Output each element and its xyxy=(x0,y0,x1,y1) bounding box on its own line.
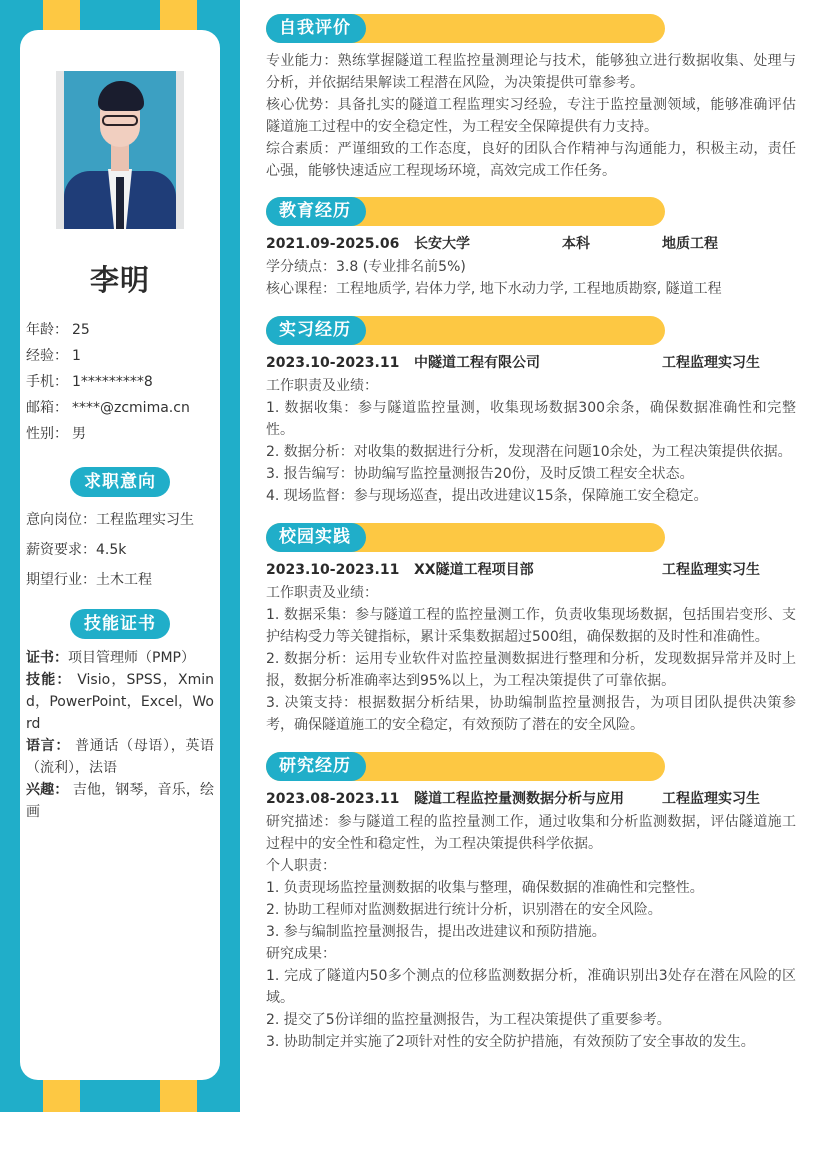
section-header-bar xyxy=(266,752,665,781)
skill-label: 技能： xyxy=(26,672,72,688)
profile-photo xyxy=(56,71,184,229)
research-line: 2. 提交了5份详细的监控量测报告，为工程决策提供了重要参考。 xyxy=(266,1012,671,1028)
entry-role: 工程监理实习生 xyxy=(662,562,760,578)
entry-org: XX隧道工程项目部 xyxy=(414,562,534,578)
entry-role: 工程监理实习生 xyxy=(662,355,760,371)
basic-info xyxy=(26,320,216,450)
decor-stripe xyxy=(43,1080,80,1112)
skill-label: 语言： xyxy=(26,738,70,754)
campus-line: 3. 决策支持：根据数据分析结果，协助编制监控量测报告，为项目团队提供决策参考，确保隧道施工的安全稳定，有效预防了潜在的安全风险。 xyxy=(266,695,796,733)
campus-entry-header xyxy=(266,559,796,581)
skill-value: Visio，SPSS，Xmind，PowerPoint，Excel，Word xyxy=(26,672,215,732)
internship-line: 4. 现场监督：参与现场巡查，提出改进建议15条，保障施工安全稳定。 xyxy=(266,488,708,504)
info-value: 1 xyxy=(72,348,81,364)
education-line: 学分绩点：3.8 (专业排名前5%) xyxy=(266,259,466,275)
self-eval-paragraph: 综合素质：严谨细致的工作态度，良好的团队合作精神与沟通能力，积极主动，责任心强，能够快速适应工程现场环境，高效完成工作任务。 xyxy=(266,141,796,179)
info-value: 男 xyxy=(72,426,86,442)
self-eval-paragraph: 专业能力：熟练掌握隧道工程监控量测理论与技术，能够独立进行数据收集、处理与分析，并依据结果解读工程潜在风险，为决策提供可靠参考。 xyxy=(266,53,796,91)
research-line: 研究成果： xyxy=(266,946,336,962)
entry-major: 地质工程 xyxy=(662,236,718,252)
info-label: 经验： xyxy=(26,348,68,364)
info-phone xyxy=(26,372,216,398)
info-label: 邮箱： xyxy=(26,400,68,416)
entry-date: 2023.08-2023.11 xyxy=(266,791,400,807)
info-age xyxy=(26,320,216,346)
campus-line: 2. 数据分析：运用专业软件对监控量测数据进行整理和分析，发现数据异常并及时上报，数据分析准确率达到95%以上，为工程决策提供了可靠依据。 xyxy=(266,651,796,689)
info-label: 年龄： xyxy=(26,322,68,338)
info-experience xyxy=(26,346,216,372)
section-title: 自我评价 xyxy=(266,14,366,43)
section-education xyxy=(266,197,796,300)
info-gender xyxy=(26,424,216,450)
section-header-bar xyxy=(266,316,665,345)
section-title: 实习经历 xyxy=(266,316,366,345)
skills-list xyxy=(26,647,214,823)
research-line: 2. 协助工程师对监测数据进行统计分析，识别潜在的安全风险。 xyxy=(266,902,662,918)
info-label: 手机： xyxy=(26,374,68,390)
profile-card xyxy=(20,30,220,1080)
skill-language xyxy=(26,735,214,779)
skill-software xyxy=(26,669,214,735)
skill-label: 证书： xyxy=(26,650,68,666)
intent-label: 薪资要求： xyxy=(26,542,96,558)
internship-line: 3. 报告编写：协助编写监控量测报告20份，及时反馈工程安全状态。 xyxy=(266,466,694,482)
section-header-bar xyxy=(266,197,665,226)
section-title-intent: 求职意向 xyxy=(70,467,170,497)
entry-date: 2021.09-2025.06 xyxy=(266,236,400,252)
section-campus-practice xyxy=(266,523,796,736)
intent-position xyxy=(26,510,216,540)
entry-company: 中隧道工程有限公司 xyxy=(414,355,540,371)
entry-project: 隧道工程监控量测数据分析与应用 xyxy=(414,791,624,807)
campus-line: 1. 数据采集：参与隧道工程的监控量测工作，负责收集现场数据，包括围岩变形、支护结构受力等关键指标，累计采集数据超过500组，确保数据的及时性和准确性。 xyxy=(266,607,796,645)
research-line: 个人职责： xyxy=(266,858,336,874)
portrait-photo-icon xyxy=(64,71,176,229)
intent-value: 工程监理实习生 xyxy=(96,512,194,528)
section-title: 教育经历 xyxy=(266,197,366,226)
info-value: 1*********8 xyxy=(72,374,153,390)
internship-line: 工作职责及业绩： xyxy=(266,378,378,394)
entry-date: 2023.10-2023.11 xyxy=(266,355,400,371)
section-header-bar xyxy=(266,14,665,43)
skill-hobbies xyxy=(26,779,214,823)
candidate-name: 李明 xyxy=(89,263,150,297)
skill-value: 普通话（母语），英语（流利），法语 xyxy=(26,738,215,776)
intent-value: 土木工程 xyxy=(96,572,152,588)
info-label: 性别： xyxy=(26,426,68,442)
campus-line: 工作职责及业绩： xyxy=(266,585,378,601)
section-title-skills: 技能证书 xyxy=(70,609,170,639)
intent-value: 4.5k xyxy=(96,542,127,558)
section-self-evaluation xyxy=(266,14,796,182)
intent-salary xyxy=(26,540,216,570)
info-value: ****@zcmima.cn xyxy=(72,400,190,416)
research-line: 3. 参与编制监控量测报告，提出改进建议和预防措施。 xyxy=(266,924,606,940)
internship-entry-header xyxy=(266,352,796,374)
education-line: 核心课程：工程地质学, 岩体力学, 地下水动力学, 工程地质勘察, 隧道工程 xyxy=(266,281,722,297)
research-line: 3. 协助制定并实施了2项针对性的安全防护措施，有效预防了安全事故的发生。 xyxy=(266,1034,755,1050)
sidebar xyxy=(0,0,240,1112)
section-research xyxy=(266,752,796,1053)
intent-industry xyxy=(26,570,216,600)
section-internship xyxy=(266,316,796,507)
skill-label: 兴趣： xyxy=(26,782,69,798)
intent-label: 意向岗位： xyxy=(26,512,96,528)
section-header-bar xyxy=(266,523,665,552)
internship-line: 2. 数据分析：对收集的数据进行分析，发现潜在问题10余处，为工程决策提供依据。 xyxy=(266,444,792,460)
decor-stripe xyxy=(43,0,80,30)
skill-value: 吉他，钢琴，音乐，绘画 xyxy=(26,782,214,820)
self-eval-paragraph: 核心优势：具备扎实的隧道工程监理实习经验，专注于监控量测领域，能够准确评估隧道施工过程中的安全稳定性，为工程安全保障提供有力支持。 xyxy=(266,97,796,135)
decor-stripe xyxy=(160,0,197,30)
education-entry-header xyxy=(266,233,796,255)
info-value: 25 xyxy=(72,322,90,338)
internship-line: 1. 数据收集：参与隧道监控量测，收集现场数据300余条，确保数据准确性和完整性。 xyxy=(266,400,796,438)
research-entry-header xyxy=(266,788,796,810)
entry-date: 2023.10-2023.11 xyxy=(266,562,400,578)
skill-value: 项目管理师（PMP） xyxy=(68,650,195,666)
entry-degree: 本科 xyxy=(562,236,590,252)
info-email xyxy=(26,398,216,424)
research-line: 1. 负责现场监控量测数据的收集与整理，确保数据的准确性和完整性。 xyxy=(266,880,704,896)
intent-label: 期望行业： xyxy=(26,572,96,588)
decor-stripe xyxy=(160,1080,197,1112)
entry-school: 长安大学 xyxy=(414,236,470,252)
entry-role: 工程监理实习生 xyxy=(662,791,760,807)
research-line: 研究描述：参与隧道工程的监控量测工作，通过收集和分析监测数据，评估隧道施工过程中的安全性和稳定性，为工程决策提供科学依据。 xyxy=(266,814,796,852)
section-title: 研究经历 xyxy=(266,752,366,781)
section-title: 校园实践 xyxy=(266,523,366,552)
skill-certificate xyxy=(26,647,214,669)
research-line: 1. 完成了隧道内50多个测点的位移监测数据分析，准确识别出3处存在潜在风险的区域。 xyxy=(266,968,796,1006)
job-intent xyxy=(26,510,216,600)
